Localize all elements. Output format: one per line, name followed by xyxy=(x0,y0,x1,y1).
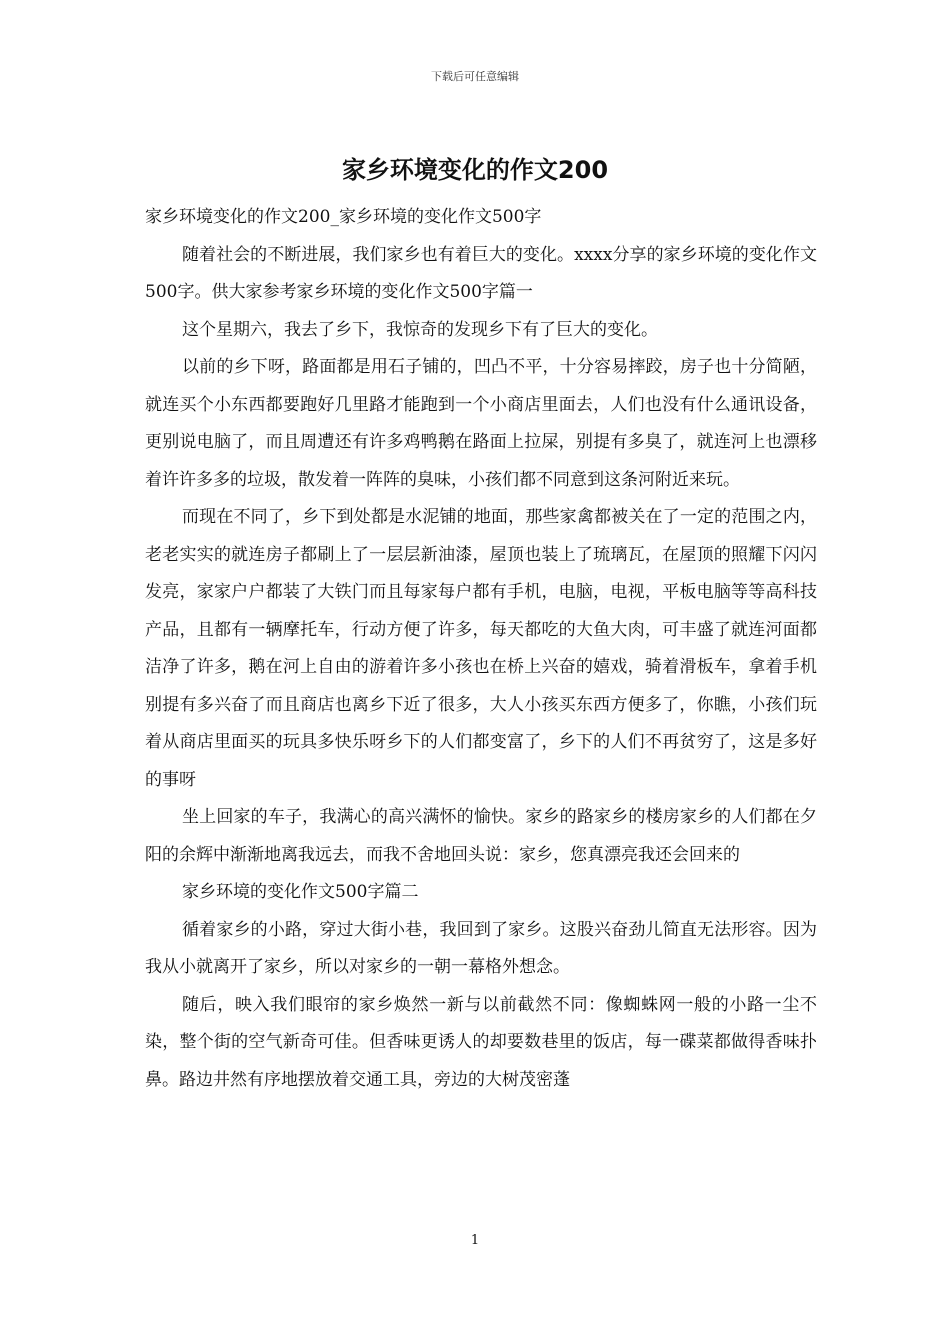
document-title: 家乡环境变化的作文200 xyxy=(341,156,609,184)
page-number: 1 xyxy=(470,1233,480,1248)
document-body xyxy=(145,199,817,1099)
paragraph: 而现在不同了，乡下到处都是水泥铺的地面，那些家禽都被关在了一定的范围之内，老老实实的就连房子都刷上了一层层新油漆，屋顶也装上了琉璃瓦，在屋顶的照耀下闪闪发亮，家家户户都装了大铁门而且每家每户都有手机，电脑，电视，平板电脑等等高科技产品，且都有一辆摩托车，行动方便了许多，每天都吃的大鱼大肉，可丰盛了就连河面都洁净了许多，鹅在河上自由的游着许多小孩也在桥上兴奋的嬉戏，骑着滑板车，拿着手机别提有多兴奋了而且商店也离乡下近了很多，大人小孩买东西方便多了，你瞧，小孩们玩着从商店里面买的玩具多快乐呀乡下的人们都变富了，乡下的人们不再贫穷了，这是多好的事呀 xyxy=(145,507,817,790)
paragraph-subtitle: 家乡环境变化的作文200_家乡环境的变化作文500字 xyxy=(145,207,542,227)
paragraph: 随后，映入我们眼帘的家乡焕然一新与以前截然不同：像蜘蛛网一般的小路一尘不染，整个街的空气新奇可佳。但香味更诱人的却要数巷里的饭店，每一碟菜都做得香味扑鼻。路边井然有序地摆放着交通工具，旁边的大树茂密蓬 xyxy=(145,994,817,1090)
section-heading: 家乡环境的变化作文500字篇二 xyxy=(182,882,419,902)
header-note: 下载后可任意编辑 xyxy=(431,70,519,83)
paragraph-intro: 随着社会的不断进展，我们家乡也有着巨大的变化。xxxx分享的家乡环境的变化作文500字。供大家参考家乡环境的变化作文500字篇一 xyxy=(145,244,817,302)
paragraph: 这个星期六，我去了乡下，我惊奇的发现乡下有了巨大的变化。 xyxy=(182,319,658,340)
paragraph: 循着家乡的小路，穿过大街小巷，我回到了家乡。这股兴奋劲儿简直无法形容。因为我从小就离开了家乡，所以对家乡的一朝一幕格外想念。 xyxy=(145,919,817,977)
paragraph: 坐上回家的车子，我满心的高兴满怀的愉快。家乡的路家乡的楼房家乡的人们都在夕阳的余辉中渐渐地离我远去，而我不舍地回头说：家乡，您真漂亮我还会回来的 xyxy=(145,807,817,865)
paragraph: 以前的乡下呀，路面都是用石子铺的，凹凸不平，十分容易摔跤，房子也十分简陋，就连买个小东西都要跑好几里路才能跑到一个小商店里面去，人们也没有什么通讯设备，更别说电脑了，而且周遭还有许多鸡鸭鹅在路面上拉屎，别提有多臭了，就连河上也漂移着许许多多的垃圾，散发着一阵阵的臭味，小孩们都不同意到这条河附近来玩。 xyxy=(145,357,817,490)
